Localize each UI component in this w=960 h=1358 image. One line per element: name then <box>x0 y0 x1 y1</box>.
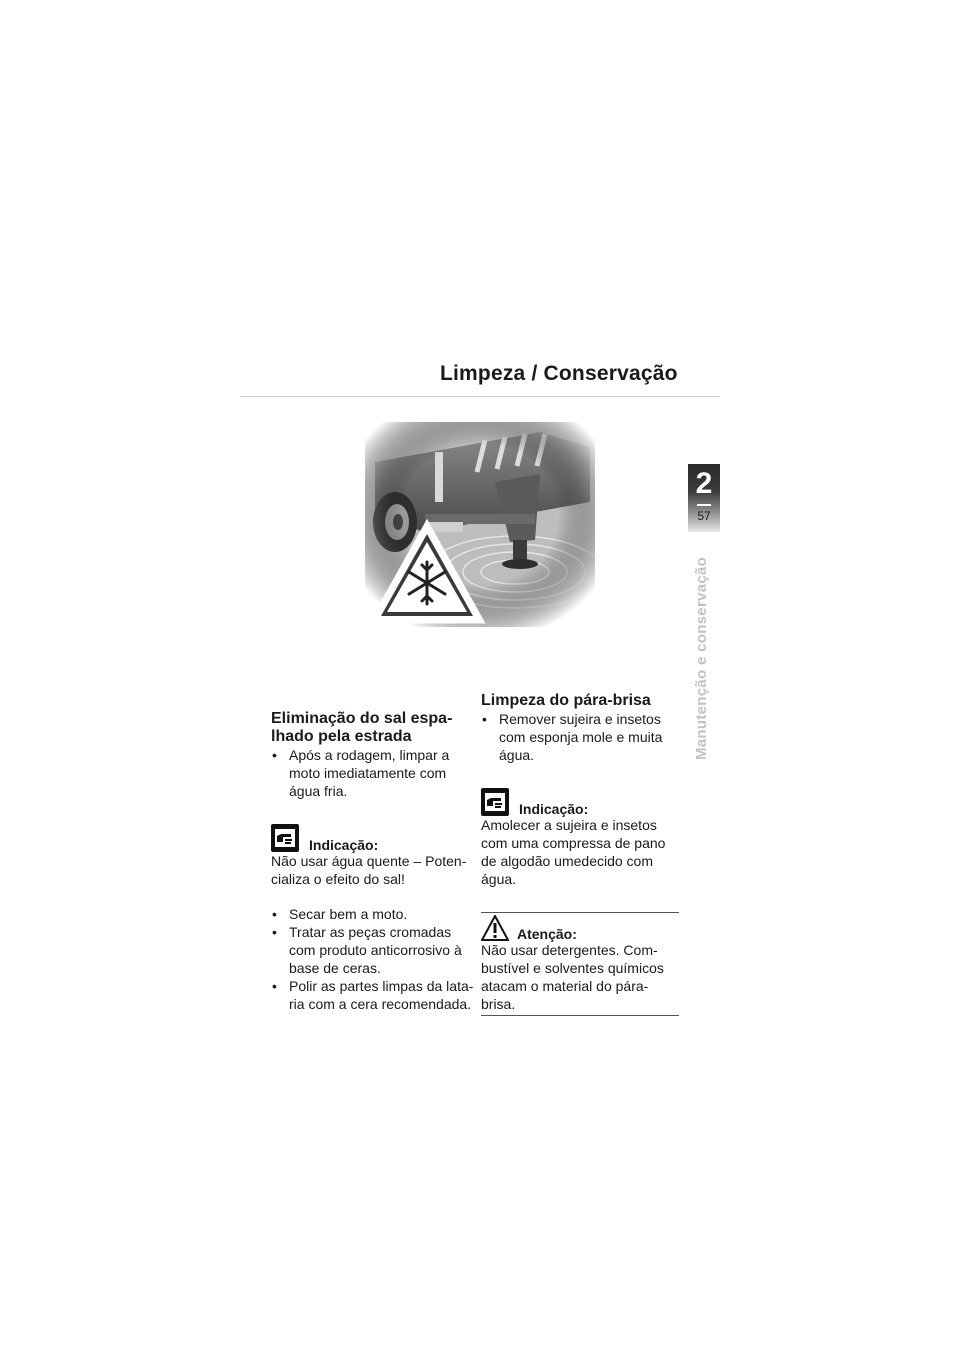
right-column <box>481 692 681 1016</box>
left-heading-line2: lhado pela estrada <box>271 728 412 745</box>
page-title: Limpeza / Conservação <box>440 362 678 385</box>
chapter-divider <box>697 504 711 506</box>
left-bullet-list-2 <box>271 905 479 1013</box>
caution-box <box>481 912 679 1016</box>
title-divider <box>240 396 720 397</box>
right-note-header <box>481 786 681 816</box>
salt-spreader-illustration-icon <box>365 422 595 627</box>
list-item: • Polir as partes limpas da lata-ria com a cera recomendada. <box>271 977 479 1013</box>
left-column <box>271 710 479 1013</box>
page-number: 57 <box>697 509 711 523</box>
left-heading-line1: Eliminação do sal espa- <box>271 710 453 727</box>
left-note-title: Indicação: <box>309 837 379 853</box>
left-note-header <box>271 822 479 852</box>
chapter-tab <box>688 464 720 532</box>
caution-header <box>481 915 679 941</box>
caution-text: Não usar detergentes. Com-bustível e solventes químicos atacam o material do pára-brisa. <box>481 942 664 1012</box>
exclamation-triangle-icon <box>481 915 509 941</box>
left-heading <box>271 710 479 746</box>
right-note-title: Indicação: <box>519 801 589 817</box>
hand-pointer-note-icon <box>271 824 299 852</box>
chapter-number: 2 <box>695 467 713 500</box>
left-bullet-list-1 <box>271 746 479 800</box>
left-note-text: Não usar água quente – Poten-cializa o efeito do sal! <box>271 853 467 887</box>
list-item: • Após a rodagem, limpar a moto imediatamente com água fria. <box>271 746 479 800</box>
right-note-text: Amolecer a sujeira e insetos com uma compressa de pano de algodão umedecido com água. <box>481 817 666 887</box>
list-item: • Tratar as peças cromadas com produto anticorrosivo à base de ceras. <box>271 923 479 977</box>
chapter-side-label: Manutenção e conservação <box>693 556 710 760</box>
hand-pointer-note-icon <box>481 788 509 816</box>
right-bullet-list <box>481 710 681 764</box>
caution-title: Atenção: <box>517 926 577 942</box>
list-item: • Secar bem a moto. <box>271 905 479 923</box>
list-item: • Remover sujeira e insetos com esponja mole e muita água. <box>481 710 681 764</box>
right-heading: Limpeza do pára-brisa <box>481 692 651 709</box>
